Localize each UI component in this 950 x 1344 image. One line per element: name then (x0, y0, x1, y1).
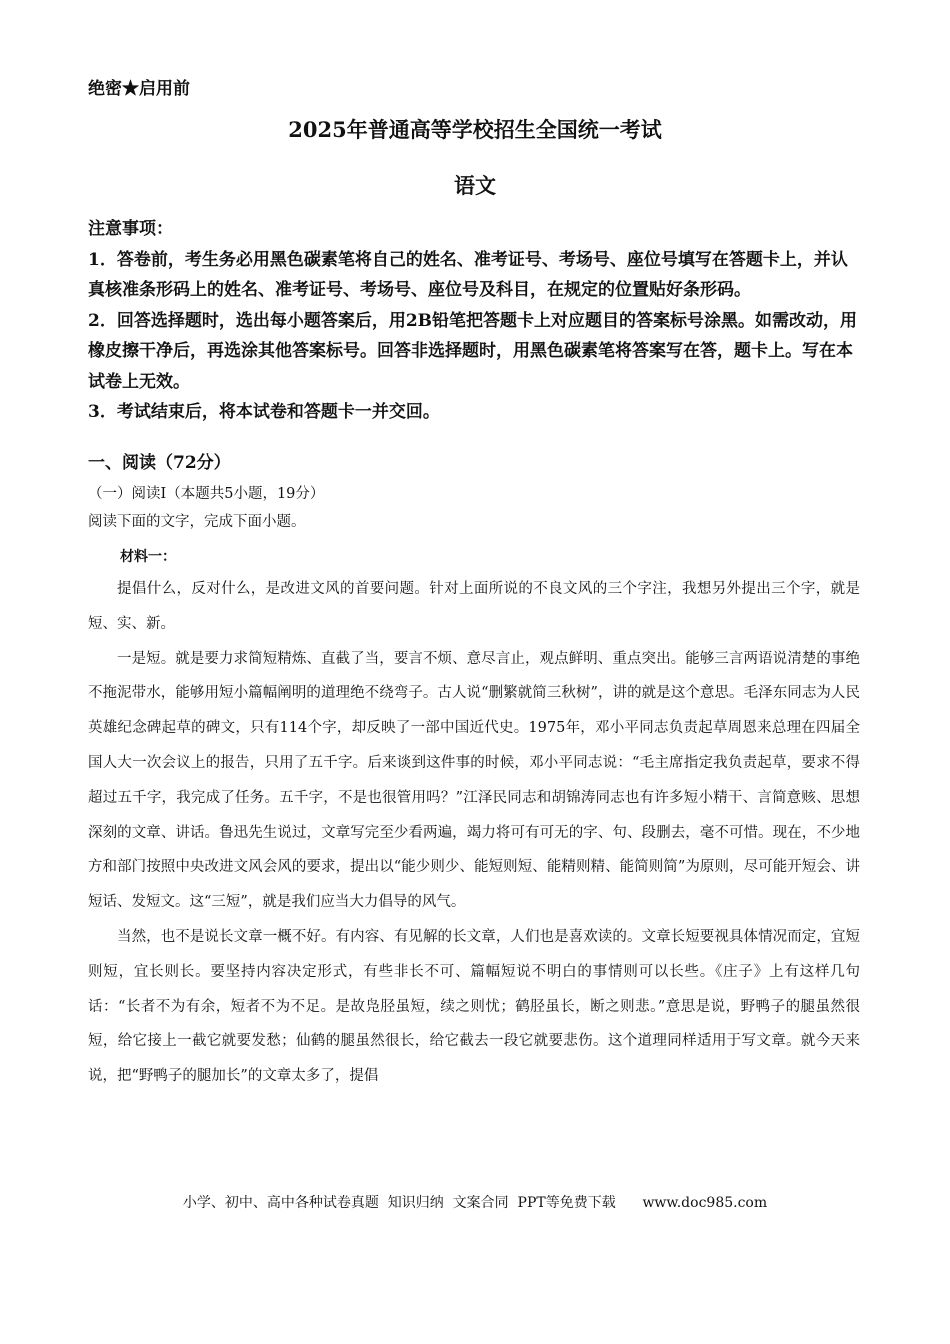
paragraph: 当然，也不是说长文章一概不好。有内容、有见解的长文章，人们也是喜欢读的。文章长短要视具体情况而定，宜短则短，宜长则长。要坚持内容决定形式，有些非长不可、篇幅短说不明白的事情则可以长些。《庄子》上有这样几句话：“长者不为有余，短者不为不足。是故凫胫虽短，续之则忧；鹤胫虽长，断之则悲。”意思是说，野鸭子的腿虽然很短，给它接上一截它就要发愁；仙鹤的腿虽然很长，给它截去一段它就要悲伤。这个道理同样适用于写文章。就今天来说，把“野鸭子的腿加长”的文章太多了，提倡 (88, 928, 860, 1085)
exam-title: 2025年普通高等学校招生全国统一考试 (288, 117, 662, 142)
notes-item-3: 3．考试结束后，将本试卷和答题卡一并交回。 (88, 402, 440, 422)
material-text (88, 572, 860, 1094)
subject-title: 语文 (454, 173, 496, 198)
paragraph: 提倡什么，反对什么，是改进文风的首要问题。针对上面所说的不良文风的三个字注，我想另外提出三个字，就是短、实、新。 (88, 581, 860, 632)
subsection-heading: （一）阅读Ⅰ（本题共5小题，19分） (88, 486, 325, 502)
notes-block (88, 214, 864, 428)
reading-instruction: 阅读下面的文字，完成下面小题。 (88, 514, 306, 530)
paragraph: 一是短。就是要力求简短精炼、直截了当，要言不烦、意尽言止，观点鲜明、重点突出。能够三言两语说清楚的事绝不拖泥带水，能够用短小篇幅阐明的道理绝不绕弯子。古人说“删繁就简三秋树”，讲的就是这个意思。毛泽东同志为人民英雄纪念碑起草的碑文，只有114个字，却反映了一部中国近代史。1975年，邓小平同志负责起草周恩来总理在四届全国人大一次会议上的报告，只用了五千字。后来谈到这件事的时候，邓小平同志说：“毛主席指定我负责起草，要求不得超过五千字，我完成了任务。五千字，不是也很管用吗？”江泽民同志和胡锦涛同志也有许多短小精干、言简意赅、思想深刻的文章、讲话。鲁迅先生说过，文章写完至少看两遍，竭力将可有可无的字、句、段删去，毫不可惜。现在，不少地方和部门按照中央改进文风会风的要求，提出以“能少则少、能短则短、能精则精、能简则简”为原则，尽可能开短会、讲短话、发短文。这“三短”，就是我们应当大力倡导的风气。 (88, 650, 860, 911)
secret-label: 绝密★启用前 (88, 79, 190, 99)
page-footer: 小学、初中、高中各种试卷真题 知识归纳 文案合同 PPT等免费下载 www.doc985.com (182, 1195, 768, 1211)
notes-heading: 注意事项： (88, 219, 173, 239)
section-heading: 一、阅读（72分） (88, 453, 231, 473)
material-label: 材料一： (120, 549, 176, 565)
notes-item-1: 1．答卷前，考生务必用黑色碳素笔将自己的姓名、准考证号、考场号、座位号填写在答题卡上，并认真核准条形码上的姓名、准考证号、考场号、座位号及科目，在规定的位置贴好条形码。 (88, 249, 848, 300)
notes-item-2: 2．回答选择题时，选出每小题答案后，用2B铅笔把答题卡上对应题目的答案标号涂黑。如需改动，用橡皮擦干净后，再选涂其他答案标号。回答非选择题时，用黑色碳素笔将答案写在答，题卡上。写在本试卷上无效。 (88, 310, 858, 392)
